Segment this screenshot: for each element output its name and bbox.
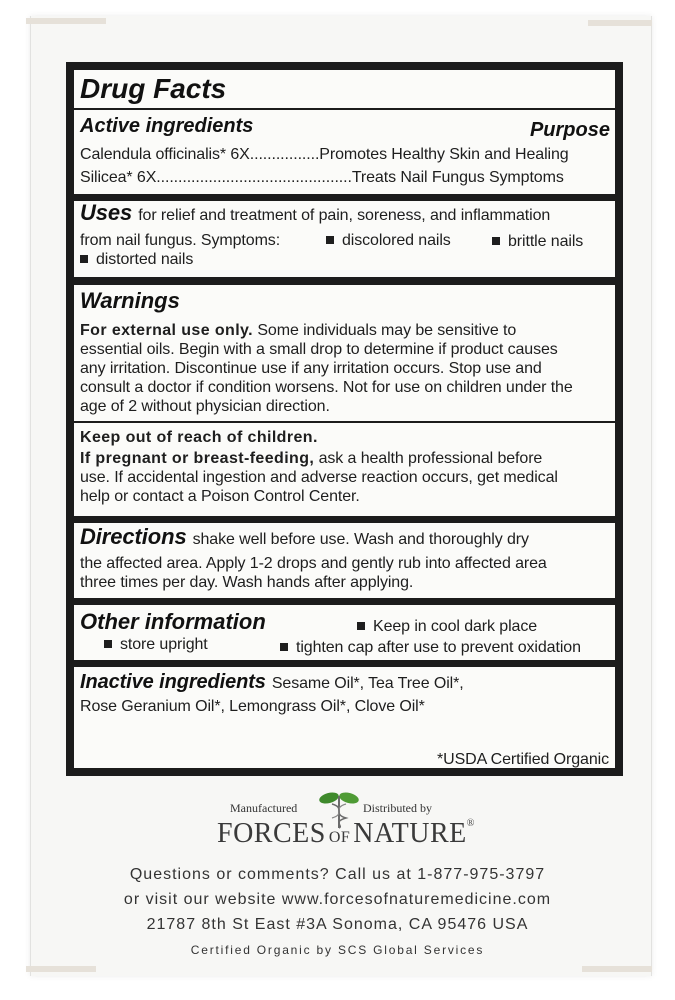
- uses-section: [74, 201, 615, 277]
- symptom-label: brittle nails: [508, 233, 584, 250]
- directions-section: [74, 523, 615, 598]
- bullet-square-icon: [80, 255, 88, 263]
- uses-text: for relief and treatment of pain, soreness, and inflammation: [138, 207, 551, 224]
- registered-mark: ®: [466, 818, 475, 829]
- other-info-item: [357, 617, 537, 636]
- pregnancy-line: use. If accidental ingestion and adverse reaction occurs, get medical: [80, 469, 558, 486]
- other-info-label: store upright: [120, 636, 208, 653]
- keep-out-of-reach: Keep out of reach of children.: [80, 429, 318, 446]
- certification-line: Certified Organic by SCS Global Services: [190, 943, 485, 957]
- ingredient-name: Silicea* 6X: [80, 169, 157, 186]
- manufactured-label: Manufactured: [230, 801, 298, 815]
- symptom-label: discolored nails: [342, 232, 451, 249]
- other-information-section: [74, 605, 615, 660]
- directions-text: shake well before use. Wash and thoroughly dry: [192, 531, 529, 548]
- symptom-item: [326, 231, 451, 250]
- inactive-ingredients-heading: Inactive ingredients: [80, 671, 266, 693]
- drug-facts-section: [74, 70, 615, 194]
- inactive-line: Rose Geranium Oil*, Lemongrass Oil*, Clove Oil*: [80, 698, 425, 715]
- ingredient-purpose: Treats Nail Fungus Symptoms: [351, 169, 564, 186]
- active-ingredients-heading: Active ingredients: [80, 115, 254, 137]
- inactive-line: [80, 673, 464, 693]
- address-line: 21787 8th St East #3A Sonoma, CA 95476 USA: [146, 916, 529, 933]
- ingredient-row: [80, 168, 564, 187]
- bullet-square-icon: [357, 622, 365, 630]
- warnings-heading: Warnings: [80, 288, 180, 313]
- pregnancy-text: ask a health professional before: [318, 450, 543, 467]
- pregnancy-line: help or contact a Poison Control Center.: [80, 488, 360, 505]
- ingredient-purpose: Promotes Healthy Skin and Healing: [319, 146, 569, 163]
- other-info-label: tighten cap after use to prevent oxidation: [296, 639, 581, 656]
- uses-heading: Uses: [80, 200, 133, 225]
- dot-leader: ................: [249, 146, 320, 163]
- symptom-label: distorted nails: [96, 251, 194, 268]
- bullet-square-icon: [492, 237, 500, 245]
- warnings-line: [80, 321, 516, 340]
- brand-forces: FORCES: [217, 818, 326, 849]
- dot-leader: .............................................: [156, 169, 352, 186]
- warnings-divider: [74, 421, 615, 423]
- pregnancy-line: [80, 449, 542, 468]
- carton-flap-bottom-right: [582, 966, 652, 972]
- external-use-label: For external use only.: [80, 322, 253, 339]
- questions-line: Questions or comments? Call us at 1-877-975-3797: [129, 866, 546, 883]
- other-info-label: Keep in cool dark place: [373, 618, 538, 635]
- purpose-heading: Purpose: [529, 119, 610, 141]
- warnings-text: Some individuals may be sensitive to: [257, 322, 517, 339]
- directions-line: three times per day. Wash hands after applying.: [80, 574, 414, 591]
- bullet-square-icon: [326, 236, 334, 244]
- pregnancy-label: If pregnant or breast-feeding,: [80, 450, 315, 467]
- warnings-line: age of 2 without physician direction.: [80, 398, 330, 415]
- brand-wordmark: [217, 818, 475, 850]
- warnings-section: [74, 285, 615, 516]
- drug-facts-title: Drug Facts: [80, 73, 227, 104]
- symptom-item: [80, 250, 193, 269]
- bullet-square-icon: [104, 640, 112, 648]
- uses-line-2: from nail fungus. Symptoms:: [80, 232, 281, 249]
- inactive-ingredients-section: [74, 667, 615, 768]
- other-information-heading: Other information: [80, 609, 266, 634]
- brand-nature: NATURE: [353, 818, 467, 849]
- warnings-line: any irritation. Discontinue use if any irritation occurs. Stop use and: [80, 360, 542, 377]
- directions-line: the affected area. Apply 1-2 drops and gently rub into affected area: [80, 555, 547, 572]
- other-info-item: [280, 638, 581, 657]
- ingredient-row: [80, 145, 569, 164]
- directions-heading: Directions: [80, 524, 187, 549]
- website-line: or visit our website www.forcesofnaturemedicine.com: [123, 891, 552, 908]
- distributed-label: Distributed by: [363, 801, 432, 815]
- carton-flap-bottom-left: [26, 966, 96, 972]
- ingredient-name: Calendula officinalis* 6X: [80, 146, 250, 163]
- carton-flap-top-left: [26, 18, 106, 24]
- warnings-line: essential oils. Begin with a small drop to determine if product causes: [80, 341, 558, 358]
- organic-note: *USDA Certified Organic: [437, 751, 609, 768]
- title-divider: [74, 108, 615, 110]
- other-info-item: [104, 635, 208, 654]
- brand-of: OF: [328, 829, 351, 846]
- directions-line: [80, 524, 529, 549]
- inactive-text: Sesame Oil*, Tea Tree Oil*,: [271, 675, 464, 692]
- uses-line-1: [80, 200, 551, 225]
- symptom-item: [492, 232, 583, 251]
- bullet-square-icon: [280, 643, 288, 651]
- carton-flap-top-right: [588, 20, 652, 26]
- warnings-line: consult a doctor if condition worsens. Not for use on children under the: [80, 379, 573, 396]
